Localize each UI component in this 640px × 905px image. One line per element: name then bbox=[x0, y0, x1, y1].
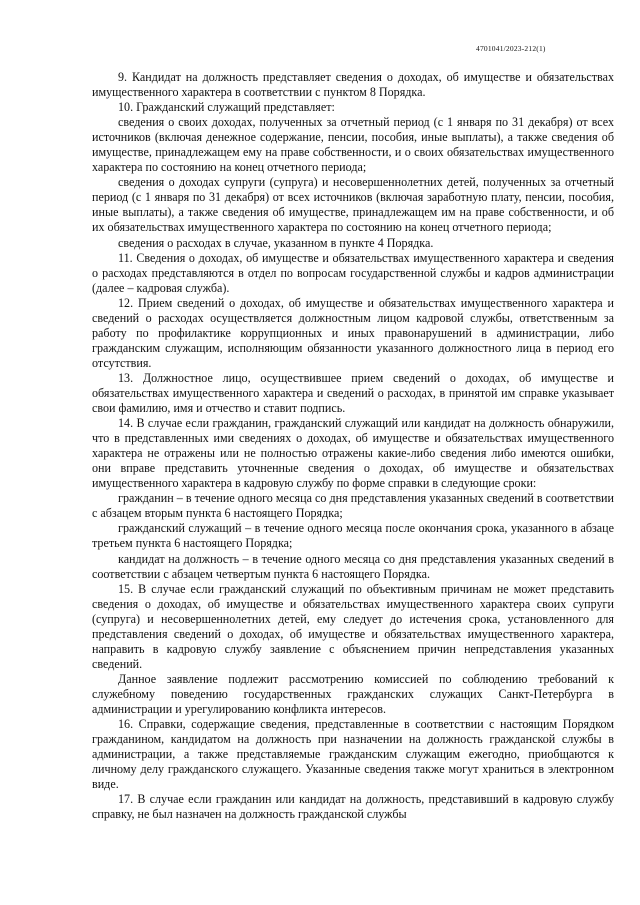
paragraph-14-civil-servant: гражданский служащий – в течение одного месяца после окончания срока, указанного в абзаце третьем пункта 6 настоящего Порядка; bbox=[92, 521, 614, 551]
paragraph-12: 12. Прием сведений о доходах, об имуществе и обязательствах имущественного характера и сведений о расходах осуществляется должностным лицом кадровой службы, ответственным за работу по профилактике коррупционных и иных правонарушений в администрации, либо гражданским служащим, исполняющим обязанности указанного должностного лица в период его отсутствия. bbox=[92, 295, 614, 370]
document-body bbox=[92, 70, 614, 822]
paragraph-14-citizen: гражданин – в течение одного месяца со дня представления указанных сведений в соответствии с абзацем вторым пункта 6 настоящего Порядка; bbox=[92, 491, 614, 521]
paragraph-9: 9. Кандидат на должность представляет сведения о доходах, об имуществе и обязательствах имущественного характера в соответствии с пунктом 8 Порядка. bbox=[92, 70, 614, 100]
paragraph-14-candidate: кандидат на должность – в течение одного месяца со дня представления указанных сведений в соответствии с абзацем четвертым пункта 6 настоящего Порядка. bbox=[92, 551, 614, 581]
paragraph-13: 13. Должностное лицо, осуществившее прием сведений о доходах, об имуществе и обязательствах имущественного характера и сведений о расходах, в принятой им справке указывает свои фамилию, имя и отчество и ставит подпись. bbox=[92, 370, 614, 416]
paragraph-14: 14. В случае если гражданин, гражданский служащий или кандидат на должность обнаружили, что в представленных ими сведениях о доходах, об имуществе и обязательствах имущественного характера не отражены или не полностью отражены какие-либо сведения либо имеются ошибки, они вправе представить уточненные сведения о доходах, об имуществе и обязательствах имущественного характера в кадровую службу по форме справки в следующие сроки: bbox=[92, 416, 614, 491]
paragraph-15-statement: Данное заявление подлежит рассмотрению комиссией по соблюдению требований к служебному поведению государственных гражданских служащих Санкт-Петербурга в администрации и урегулированию конфликта интересов. bbox=[92, 671, 614, 716]
paragraph-10-own-income: сведения о своих доходах, полученных за отчетный период (с 1 января по 31 декабря) от всех источников (включая денежное содержание, пенсии, пособия, иные выплаты), а также сведения об имуществе, принадлежащем ему на праве собственности, и о своих обязательствах имущественного характера по состоянию на конец отчетного периода; bbox=[92, 115, 614, 175]
paragraph-10-intro: 10. Гражданский служащий представляет: bbox=[118, 100, 335, 115]
paragraph-10-family-income: сведения о доходах супруги (супруга) и несовершеннолетних детей, полученных за отчетный период (с 1 января по 31 декабря) от всех источников (включая заработную плату, пенсии, пособия, иные выплаты), а также сведения об имуществе, принадлежащем им на праве собственности, и об их обязательствах имущественного характера по состоянию на конец отчетного периода; bbox=[92, 175, 614, 235]
paragraph-16: 16. Справки, содержащие сведения, представленные в соответствии с настоящим Порядком гражданином, кандидатом на должность при назначении на должность гражданской службы в администрации, а также представляемые гражданским служащим ежегодно, приобщаются к личному делу гражданского служащего. Указанные сведения также могут храниться в электронном виде. bbox=[92, 717, 614, 792]
document-number: 4701041/2023-212(1) bbox=[476, 44, 546, 53]
paragraph-11: 11. Сведения о доходах, об имуществе и обязательствах имущественного характера и сведения о расходах представляются в отдел по вопросам государственной службы и кадров администрации (далее – кадровая служба). bbox=[92, 250, 614, 295]
paragraph-10-expenses: сведения о расходах в случае, указанном в пункте 4 Порядка. bbox=[118, 235, 434, 250]
paragraph-15: 15. В случае если гражданский служащий по объективным причинам не может представить сведения о доходах, об имуществе и обязательствах имущественного характера своих супруги (супруга) и несовершеннолетних детей, ему следует до истечения срока, установленного для представления сведений о доходах, об имуществе и обязательствах имущественного характера, направить в кадровую службу заявление с объяснением причин непредставления указанных сведений. bbox=[92, 581, 614, 671]
paragraph-17: 17. В случае если гражданин или кандидат на должность, представивший в кадровую службу справку, не был назначен на должность гражданской службы bbox=[92, 792, 614, 822]
